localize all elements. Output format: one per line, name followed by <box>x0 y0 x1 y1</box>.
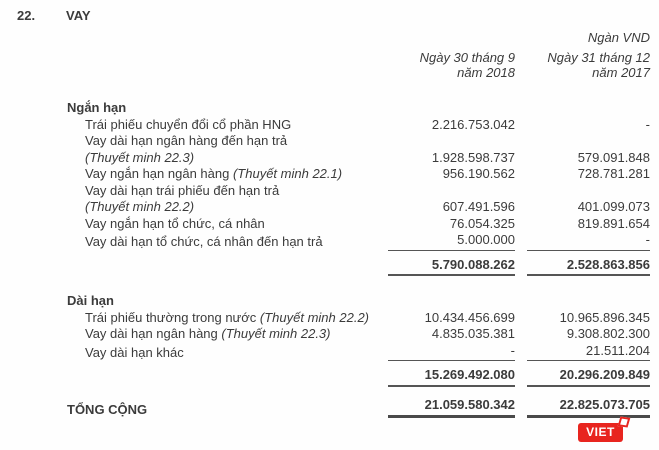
currency-unit-label: Ngàn VND <box>587 30 650 45</box>
row-value-2017: 819.891.654 <box>577 215 650 231</box>
table-row <box>67 183 650 216</box>
grand-total-value-2018: 21.059.580.342 <box>388 393 515 419</box>
note-reference: (Thuyết minh 22.1) <box>232 166 343 181</box>
column-header-2018-line1: Ngày 30 tháng 9 <box>419 50 515 65</box>
table-row <box>67 166 650 183</box>
column-headers <box>67 50 650 80</box>
grand-total-value-2017: 22.825.073.705 <box>527 393 650 419</box>
row-value-2017: 9.308.802.300 <box>566 326 650 341</box>
row-value-2017: - <box>527 232 650 251</box>
row-label: Vay dài hạn ngân hàng đến hạn trả (Thuyết minh 22.3) <box>67 133 388 166</box>
grand-total-label: TỔNG CỘNG <box>67 401 148 417</box>
subtotal-value-2018: 5.790.088.262 <box>388 251 515 277</box>
column-header-2018 <box>388 50 515 80</box>
table-row <box>67 133 650 166</box>
row-value-2017: 579.091.848 <box>577 149 650 165</box>
row-label: Trái phiếu thường trong nước (Thuyết minh 22.2) <box>85 309 370 325</box>
table-row <box>67 310 650 327</box>
viet-watermark-logo <box>578 423 623 442</box>
note-title: VAY <box>66 8 91 23</box>
row-label: Vay dài hạn khác <box>85 344 184 360</box>
row-label: Vay dài hạn ngân hàng (Thuyết minh 22.3) <box>85 326 331 341</box>
table-row <box>67 326 650 343</box>
column-header-2018-line2: năm 2018 <box>457 65 515 80</box>
column-header-2017-line1: Ngày 31 tháng 12 <box>547 50 650 65</box>
note-header <box>17 8 659 23</box>
note-reference: (Thuyết minh 22.2) <box>85 199 195 214</box>
viet-flag-icon <box>618 416 631 427</box>
row-value-2017: - <box>645 116 650 132</box>
note-number: 22. <box>17 8 36 23</box>
row-value-2018: - <box>388 343 515 362</box>
viet-logo-text: VIET <box>586 425 615 439</box>
grand-total-row <box>67 393 650 419</box>
row-value-2018: 4.835.035.381 <box>431 326 515 341</box>
row-value-2018: 2.216.753.042 <box>431 116 515 132</box>
row-value-2018: 10.434.456.699 <box>424 309 515 325</box>
row-value-2017: 728.781.281 <box>577 166 650 181</box>
note-reference: (Thuyết minh 22.2) <box>259 309 370 325</box>
subtotal-value-2018: 15.269.492.080 <box>388 361 515 387</box>
row-value-2018: 5.000.000 <box>388 232 515 251</box>
subtotal-value-2017: 20.296.209.849 <box>527 361 650 387</box>
row-value-2018: 1.928.598.737 <box>431 149 515 165</box>
column-header-2017 <box>527 50 650 80</box>
table-row <box>67 343 650 362</box>
row-label: Vay ngắn hạn ngân hàng (Thuyết minh 22.1) <box>85 166 343 181</box>
table-row <box>67 216 650 233</box>
column-gap <box>515 50 527 80</box>
row-label: Vay dài hạn tổ chức, cá nhân đến hạn trả <box>85 234 323 249</box>
column-header-spacer <box>67 50 388 80</box>
row-label: Trái phiếu chuyển đổi cổ phần HNG <box>85 116 292 132</box>
row-label: Vay dài hạn trái phiếu đến hạn trả (Thuyết minh 22.2) <box>67 183 388 216</box>
note-reference: (Thuyết minh 22.3) <box>85 149 195 165</box>
row-value-2018: 956.190.562 <box>442 166 515 181</box>
subtotal-value-2017: 2.528.863.856 <box>527 251 650 277</box>
row-value-2017: 21.511.204 <box>527 343 650 362</box>
note-reference: (Thuyết minh 22.3) <box>221 326 331 341</box>
row-value-2018: 607.491.596 <box>442 199 515 214</box>
loans-table <box>67 30 650 418</box>
table-row <box>67 117 650 134</box>
row-label: Vay ngắn hạn tổ chức, cá nhân <box>85 215 265 231</box>
section-heading-short-term: Ngắn hạn <box>67 100 127 115</box>
short-term-subtotal-row <box>67 251 650 277</box>
long-term-subtotal-row <box>67 361 650 387</box>
row-value-2017: 10.965.896.345 <box>559 309 650 325</box>
table-row <box>67 232 650 251</box>
row-value-2017: 401.099.073 <box>577 199 650 214</box>
section-heading-long-term: Dài hạn <box>67 293 114 308</box>
row-value-2018: 76.054.325 <box>449 215 515 231</box>
column-header-2017-line2: năm 2017 <box>592 65 650 80</box>
